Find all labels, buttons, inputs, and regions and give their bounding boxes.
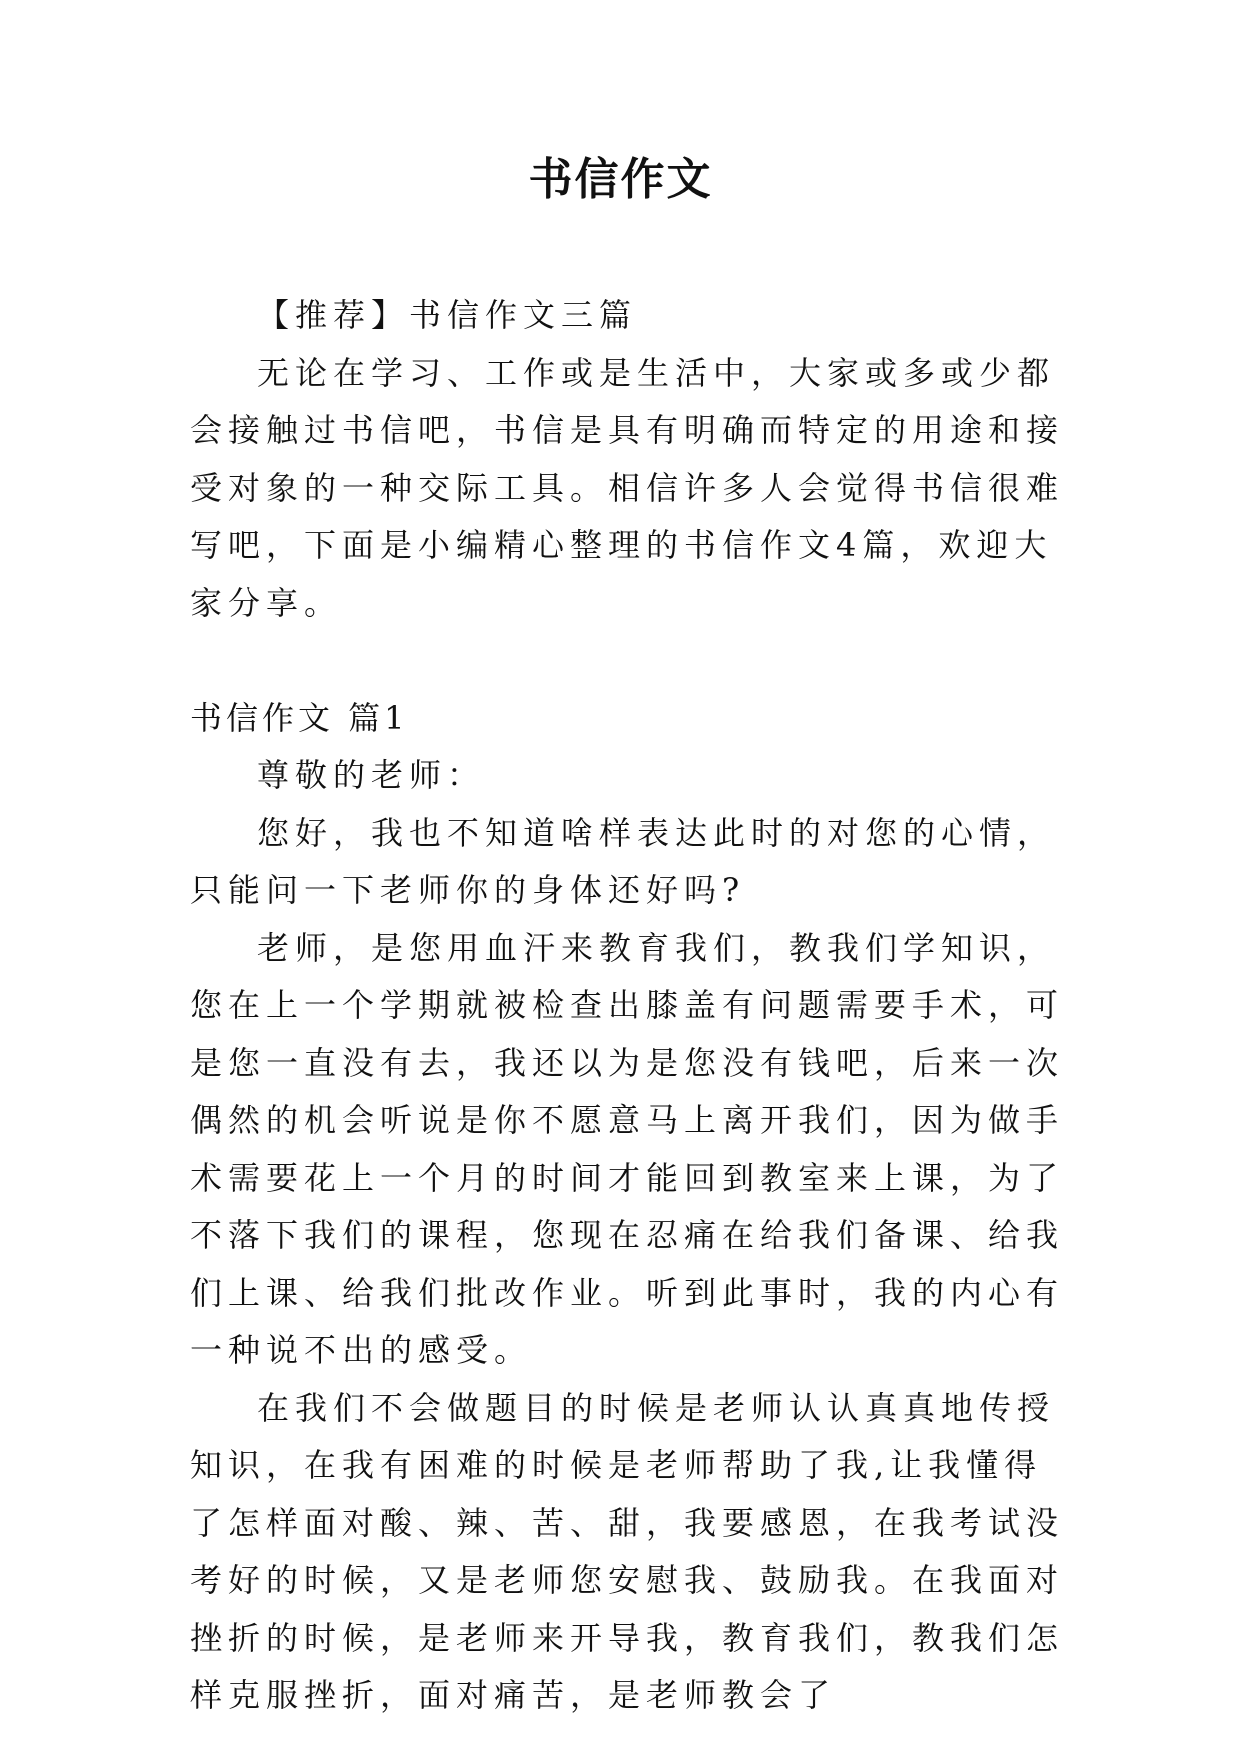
letter-paragraph-2: 老师，是您用血汗来教育我们，教我们学知识，您在上一个学期就被检查出膝盖有问题需要手术，可是您一直没有去，我还以为是您没有钱吧，后来一次偶然的机会听说是你不愿意马上离开我们，因为做手术需要花上一个月的时间才能回到教室来上课，为了不落下我们的课程，您现在忍痛在给我们备课、给我们上课、给我们批改作业。听到此事时，我的内心有一种说不出的感受。 <box>190 928 1065 1369</box>
letter-paragraph-3: 在我们不会做题目的时候是老师认认真真地传授知识，在我有困难的时候是老师帮助了我,让我懂得了怎样面对酸、辣、苦、甜，我要感恩，在我考试没考好的时候，又是老师您安慰我、鼓励我。在我面对挫折的时候，是老师来开导我，教育我们，教我们怎样克服挫折，面对痛苦，是老师教会了 <box>190 1388 1065 1714</box>
section-heading: 书信作文 篇1 <box>190 698 409 737</box>
document-title: 书信作文 <box>528 154 713 205</box>
section-spacer <box>190 632 1070 690</box>
intro-paragraph: 无论在学习、工作或是生活中，大家或多或少都会接触过书信吧，书信是具有明确而特定的用途和接受对象的一种交际工具。相信许多人会觉得书信很难写吧，下面是小编精心整理的书信作文4篇，欢迎大家分享。 <box>190 353 1065 622</box>
intro-heading: 【推荐】书信作文三篇 <box>257 296 638 334</box>
letter-greeting: 尊敬的老师： <box>257 756 486 794</box>
document-body <box>190 287 1070 1725</box>
letter-paragraph-1: 您好，我也不知道啥样表达此时的对您的心情，只能问一下老师你的身体还好吗? <box>190 813 1056 909</box>
